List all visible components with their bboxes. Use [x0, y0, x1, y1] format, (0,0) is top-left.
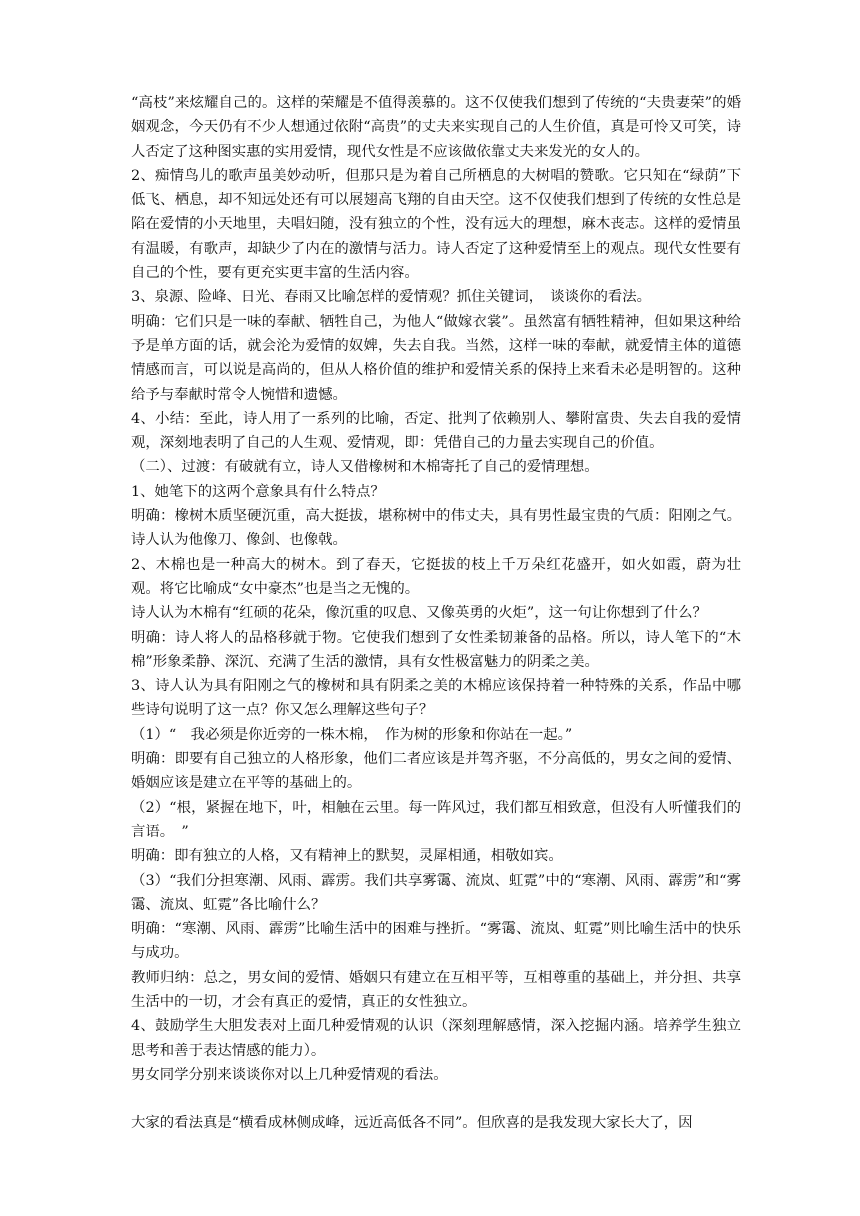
paragraph-closing: 大家的看法真是“横看成林侧成峰，远近高低各不同”。但欣喜的是我发现大家长大了，因: [131, 1115, 693, 1132]
blank-line: [131, 1087, 741, 1111]
paragraph-question-3: 3、泉源、险峰、日光、春雨又比喻怎样的爱情观？抓住关键词， 谈谈你的看法。: [131, 289, 652, 306]
paragraph-quote-2-answer: 明确：即有独立的人格，又有精神上的默契，灵犀相通，相敬如宾。: [131, 848, 563, 865]
paragraph-answer-1: 明确：橡树木质坚硬沉重，高大挺拔，堪称树中的伟丈夫，具有男性最宝贵的气质：阳刚之气。诗人认为他像刀、像剑、也像戟。: [131, 508, 741, 549]
paragraph-kapok-question: 诗人认为木棉有“红硕的花朵，像沉重的叹息、又像英勇的火炬”，这一句让你想到了什么？: [131, 605, 707, 622]
paragraph-section-transition: （二）、过渡：有破就有立，诗人又借橡树和木棉寄托了自己的爱情理想。: [131, 459, 599, 476]
paragraph-quote-3-answer: 明确：“寒潮、风雨、霹雳”比喻生活中的困难与挫折。“雾霭、流岚、虹霓”则比喻生活中的快乐与成功。: [131, 921, 741, 962]
paragraph-continuation: “高枝”来炫耀自己的。这样的荣耀是不值得羡慕的。这不仅使我们想到了传统的“夫贵妻荣”的婚姻观念，今天仍有不少人想通过依附“高贵”的丈夫来实现自己的人生价值，真是可怜又可笑，诗人否定了这种图实惠的实用爱情，现代女性是不应该做依靠丈夫来发光的女人的。: [131, 95, 741, 160]
paragraph-summary-4: 4、小结：至此，诗人用了一系列的比喻，否定、批判了依赖别人、攀附富贵、失去自我的爱情观，深刻地表明了自己的人生观、爱情观，即：凭借自己的力量去实现自己的价值。: [131, 410, 741, 452]
paragraph-teacher-summary: 教师归纳：总之，男女间的爱情、婚姻只有建立在互相平等，互相尊重的基础上，并分担、共享生活中的一切，才会有真正的爱情，真正的女性独立。: [131, 969, 741, 1010]
paragraph-point-4-encourage: 4、鼓励学生大胆发表对上面几种爱情观的认识（深刻理解感情，深入挖掘内涵。培养学生独立思考和善于表达情感的能力）。: [131, 1018, 741, 1059]
paragraph-quote-1-answer: 明确：即要有自己独立的人格形象，他们二者应该是并驾齐驱，不分高低的，男女之间的爱情、婚姻应该是建立在平等的基础上的。: [131, 751, 741, 792]
paragraph-quote-2: （2）“根，紧握在地下，叶，相触在云里。每一阵风过，我们都互相致意，但没有人听懂我们的言语。 ”: [131, 799, 741, 840]
paragraph-point-2-kapok: 2、木棉也是一种高大的树木。到了春天，它挺拔的枝上千万朵红花盛开，如火如霞，蔚为壮观。将它比喻成“女中豪杰”也是当之无愧的。: [131, 556, 741, 597]
paragraph-quote-1: （1）“ 我必须是你近旁的一株木棉， 作为树的形象和你站在一起。”: [131, 726, 573, 743]
paragraph-kapok-answer: 明确：诗人将人的品格移就于物。它使我们想到了女性柔韧兼备的品格。所以，诗人笔下的“木棉”形象柔静、深沉、充满了生活的激情，具有女性极富魅力的阴柔之美。: [131, 629, 741, 670]
paragraph-point-2: 2、痴情鸟儿的歌声虽美妙动听，但那只是为着自己所栖息的大树唱的赞歌。它只知在“绿荫”下低飞、栖息，却不知远处还有可以展翅高飞翔的自由天空。这不仅使我们想到了传统的女性总是陷在爱情的小天地里，夫唱妇随，没有独立的个性，没有远大的理想，麻木丧志。这样的爱情虽有温暖，有歌声，却缺少了内在的激情与活力。诗人否定了这种爱情至上的观点。现代女性要有自己的个性，要有更充实更丰富的生活内容。: [131, 167, 741, 282]
paragraph-quote-3: （3）“我们分担寒潮、风雨、霹雳。我们共享雾霭、流岚、虹霓”中的“寒潮、风雨、霹雳”和“雾霭、流岚、虹霓”各比喻什么？: [131, 872, 741, 913]
paragraph-question-1: 1、她笔下的这两个意象具有什么特点？: [131, 483, 385, 500]
paragraph-answer-3: 明确：它们只是一味的奉献、牺牲自己，为他人“做嫁衣裳”。虽然富有牺牲精神，但如果这种给予是单方面的话，就会沦为爱情的奴婢，失去自我。当然，这样一味的奉献，就爱情主体的道德情感而言，可以说是高尚的，但从人格价值的维护和爱情关系的保持上来看未必是明智的。这种给予与奉献时常令人惋惜和遗憾。: [131, 313, 741, 403]
paragraph-question-3-relationship: 3、诗人认为具有阳刚之气的橡树和具有阴柔之美的木棉应该保持着一种特殊的关系，作品中哪些诗句说明了这一点？你又怎么理解这些句子？: [131, 678, 741, 719]
document-body: [131, 91, 741, 1136]
paragraph-discussion: 男女同学分别来谈谈你对以上几种爱情观的看法。: [131, 1066, 448, 1083]
